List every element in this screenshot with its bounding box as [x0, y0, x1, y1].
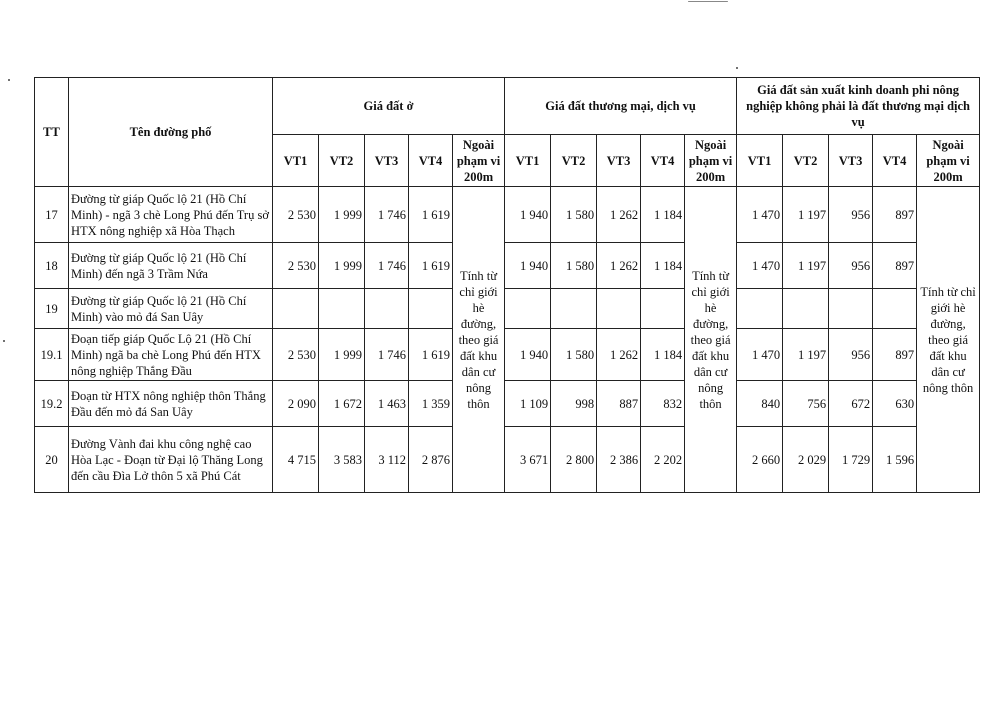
residential-vt4-value	[409, 289, 453, 329]
production-vt4-value: 1 596	[873, 427, 917, 493]
commercial-vt3-value: 887	[597, 381, 641, 427]
header-vt4: VT4	[641, 135, 685, 187]
production-vt1-value: 1 470	[737, 187, 783, 243]
commercial-vt4-value: 1 184	[641, 243, 685, 289]
header-group-production: Giá đất sản xuất kinh doanh phi nông nghiệp không phải là đất thương mại dịch vụ	[737, 78, 980, 135]
street-name: Đường từ giáp Quốc lộ 21 (Hồ Chí Minh) - ngã 3 chè Long Phú đến Trụ sở HTX nông nghiệp xã Hòa Thạch	[69, 187, 273, 243]
commercial-vt4-value	[641, 289, 685, 329]
street-name: Đoạn từ HTX nông nghiệp thôn Thắng Đầu đến mỏ đá San Uây	[69, 381, 273, 427]
scan-speck	[736, 67, 738, 69]
commercial-vt3-value	[597, 289, 641, 329]
row-number: 19	[35, 289, 69, 329]
residential-vt2-value: 1 672	[319, 381, 365, 427]
commercial-vt1-value: 1 940	[505, 187, 551, 243]
commercial-vt3-value: 2 386	[597, 427, 641, 493]
land-price-table	[34, 77, 980, 493]
commercial-outside-200m-note: Tính từ chỉ giới hè đường, theo giá đất khu dân cư nông thôn	[685, 187, 737, 493]
commercial-vt4-value: 832	[641, 381, 685, 427]
production-vt1-value: 1 470	[737, 243, 783, 289]
header-group-commercial: Giá đất thương mại, dịch vụ	[505, 78, 737, 135]
street-name: Đường từ giáp Quốc lộ 21 (Hồ Chí Minh) đến ngã 3 Trầm Nứa	[69, 243, 273, 289]
header-vt1: VT1	[273, 135, 319, 187]
residential-vt4-value: 1 619	[409, 187, 453, 243]
scan-speck	[8, 79, 10, 81]
residential-vt4-value: 1 359	[409, 381, 453, 427]
residential-vt4-value: 1 619	[409, 243, 453, 289]
commercial-vt4-value: 1 184	[641, 187, 685, 243]
residential-vt1-value: 2 090	[273, 381, 319, 427]
header-vt3: VT3	[365, 135, 409, 187]
table-row	[35, 329, 980, 381]
street-name: Đoạn tiếp giáp Quốc Lộ 21 (Hồ Chí Minh) ngã ba chè Long Phú đến HTX nông nghiệp Thắng Đầu	[69, 329, 273, 381]
header-street: Tên đường phố	[69, 78, 273, 187]
header-vt1: VT1	[505, 135, 551, 187]
residential-vt2-value: 1 999	[319, 243, 365, 289]
header-vt4: VT4	[873, 135, 917, 187]
header-vt4: VT4	[409, 135, 453, 187]
residential-vt1-value: 4 715	[273, 427, 319, 493]
commercial-vt3-value: 1 262	[597, 329, 641, 381]
scan-speck	[688, 1, 728, 2]
commercial-vt2-value: 1 580	[551, 243, 597, 289]
commercial-vt2-value: 2 800	[551, 427, 597, 493]
table-row	[35, 187, 980, 243]
commercial-vt4-value: 2 202	[641, 427, 685, 493]
row-number: 17	[35, 187, 69, 243]
production-vt4-value: 897	[873, 243, 917, 289]
commercial-vt2-value	[551, 289, 597, 329]
header-outside-200m: Ngoài phạm vi 200m	[453, 135, 505, 187]
header-vt2: VT2	[551, 135, 597, 187]
residential-vt1-value: 2 530	[273, 187, 319, 243]
scan-speck	[3, 340, 5, 342]
row-number: 20	[35, 427, 69, 493]
commercial-vt2-value: 1 580	[551, 187, 597, 243]
commercial-vt1-value	[505, 289, 551, 329]
production-vt3-value: 1 729	[829, 427, 873, 493]
residential-vt2-value: 3 583	[319, 427, 365, 493]
table-row	[35, 427, 980, 493]
commercial-vt1-value: 1 109	[505, 381, 551, 427]
street-name: Đường từ giáp Quốc lộ 21 (Hồ Chí Minh) vào mỏ đá San Uây	[69, 289, 273, 329]
production-vt3-value: 956	[829, 187, 873, 243]
header-vt2: VT2	[319, 135, 365, 187]
production-outside-200m-note: Tính từ chỉ giới hè đường, theo giá đất khu dân cư nông thôn	[917, 187, 980, 493]
residential-vt4-value: 1 619	[409, 329, 453, 381]
header-vt1: VT1	[737, 135, 783, 187]
header-outside-200m: Ngoài phạm vi 200m	[917, 135, 980, 187]
residential-vt3-value: 1 463	[365, 381, 409, 427]
row-number: 18	[35, 243, 69, 289]
table-row	[35, 289, 980, 329]
residential-vt3-value: 1 746	[365, 329, 409, 381]
header-vt3: VT3	[597, 135, 641, 187]
production-vt2-value: 1 197	[783, 243, 829, 289]
residential-vt3-value	[365, 289, 409, 329]
production-vt1-value: 840	[737, 381, 783, 427]
residential-vt3-value: 3 112	[365, 427, 409, 493]
commercial-vt1-value: 1 940	[505, 243, 551, 289]
production-vt2-value: 1 197	[783, 329, 829, 381]
production-vt2-value: 2 029	[783, 427, 829, 493]
residential-vt1-value: 2 530	[273, 243, 319, 289]
residential-vt3-value: 1 746	[365, 243, 409, 289]
table-row	[35, 381, 980, 427]
production-vt3-value: 672	[829, 381, 873, 427]
residential-vt2-value	[319, 289, 365, 329]
commercial-vt2-value: 998	[551, 381, 597, 427]
residential-vt4-value: 2 876	[409, 427, 453, 493]
commercial-vt2-value: 1 580	[551, 329, 597, 381]
header-vt2: VT2	[783, 135, 829, 187]
production-vt2-value: 1 197	[783, 187, 829, 243]
residential-vt3-value: 1 746	[365, 187, 409, 243]
residential-outside-200m-note: Tính từ chỉ giới hè đường, theo giá đất khu dân cư nông thôn	[453, 187, 505, 493]
production-vt4-value: 897	[873, 329, 917, 381]
table-row	[35, 243, 980, 289]
residential-vt2-value: 1 999	[319, 329, 365, 381]
production-vt1-value: 2 660	[737, 427, 783, 493]
production-vt2-value: 756	[783, 381, 829, 427]
header-group-residential: Giá đất ở	[273, 78, 505, 135]
production-vt3-value	[829, 289, 873, 329]
production-vt1-value	[737, 289, 783, 329]
residential-vt2-value: 1 999	[319, 187, 365, 243]
street-name: Đường Vành đai khu công nghệ cao Hòa Lạc - Đoạn từ Đại lộ Thăng Long đến cầu Đìa Lở thôn 5 xã Phú Cát	[69, 427, 273, 493]
production-vt4-value: 630	[873, 381, 917, 427]
row-number: 19.1	[35, 329, 69, 381]
commercial-vt1-value: 1 940	[505, 329, 551, 381]
commercial-vt3-value: 1 262	[597, 243, 641, 289]
production-vt3-value: 956	[829, 329, 873, 381]
commercial-vt3-value: 1 262	[597, 187, 641, 243]
commercial-vt1-value: 3 671	[505, 427, 551, 493]
header-vt3: VT3	[829, 135, 873, 187]
production-vt4-value	[873, 289, 917, 329]
row-number: 19.2	[35, 381, 69, 427]
production-vt4-value: 897	[873, 187, 917, 243]
production-vt2-value	[783, 289, 829, 329]
residential-vt1-value: 2 530	[273, 329, 319, 381]
header-tt: TT	[35, 78, 69, 187]
production-vt3-value: 956	[829, 243, 873, 289]
header-outside-200m: Ngoài phạm vi 200m	[685, 135, 737, 187]
commercial-vt4-value: 1 184	[641, 329, 685, 381]
residential-vt1-value	[273, 289, 319, 329]
production-vt1-value: 1 470	[737, 329, 783, 381]
table-body	[35, 187, 980, 493]
